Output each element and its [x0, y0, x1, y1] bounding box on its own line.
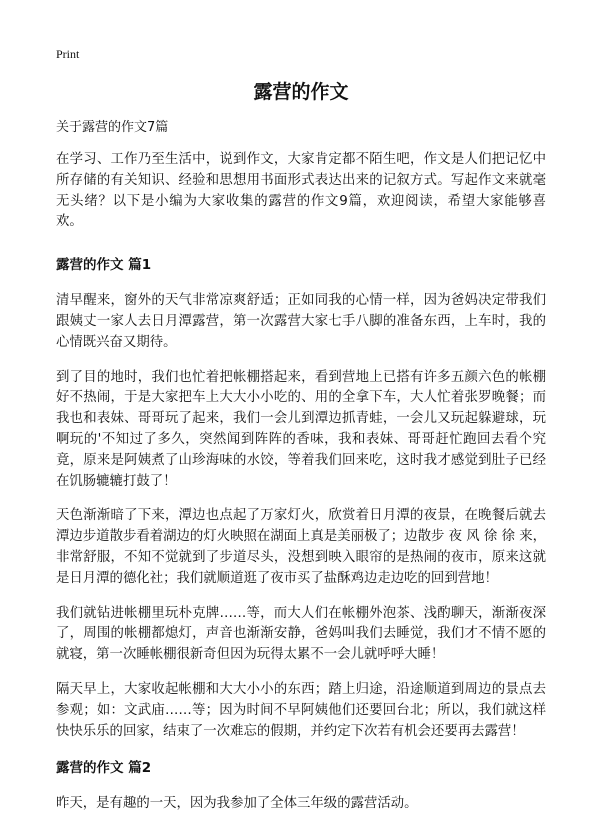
section-1-paragraph-2: 到了目的地时，我们也忙着把帐棚搭起来，看到营地上已搭有许多五颜六色的帐棚好不热闹，于是大家把车上大大小小吃的、用的全拿下车，大人忙着张罗晚餐；而我也和表妹、哥哥玩了起来，我们一会儿到潭边抓青蛙，一会儿又玩起躲避球，玩啊玩的'不知过了多久，突然闻到阵阵的香味，我和表妹、哥哥赶忙跑回去看个究竟，原来是阿姨煮了山珍海味的水饺，等着我们回来吃，这时我才感觉到肚子已经在饥肠辘辘打鼓了！	[56, 369, 546, 489]
section-1-paragraph-1: 清早醒来，窗外的天气非常凉爽舒适；正如同我的心情一样，因为爸妈决定带我们跟姨丈一家人去日月潭露营，第一次露营大家七手八脚的准备东西，上车时，我的心情既兴奋又期待。	[56, 293, 546, 350]
section-1-paragraph-3: 天色渐渐暗了下来，潭边也点起了万家灯火，欣赏着日月潭的夜景，在晚餐后就去潭边步道散步看着湖边的灯火映照在湖面上真是美丽极了；边散步 夜 风 徐 徐 来，非常舒服，不知不觉就到了步道尽头，没想到映入眼帘的是热闹的夜市，原来这就是日月潭的德化社；我们就顺道逛了夜市买了盐酥鸡边走边吃的回到营地！	[56, 508, 546, 586]
section-1-paragraph-5: 隔天早上，大家收起帐棚和大大小小的东西；踏上归途，沿途顺道到周边的景点去参观；如：文武庙……等；因为时间不早阿姨他们还要回台北；所以，我们就这样快快乐乐的回家，结束了一次难忘的假期，并约定下次若有机会还要再去露营！	[56, 681, 546, 739]
document-body	[56, 72, 546, 815]
intro-paragraph: 在学习、工作乃至生活中，说到作文，大家肯定都不陌生吧，作文是人们把记忆中所存储的有关知识、经验和思想用书面形式表达出来的记叙方式。写起作文来就毫无头绪？以下是小编为大家收集的露营的作文9篇，欢迎阅读，希望大家能够喜欢。	[56, 152, 546, 230]
section-2-paragraph-1: 昨天，是有趣的一天，因为我参加了全体三年级的露营活动。	[56, 796, 418, 812]
print-link[interactable]: Print	[56, 47, 80, 61]
page-title: 露营的作文	[253, 81, 349, 103]
section-heading-2: 露营的作文 篇2	[56, 760, 152, 777]
document-subtitle: 关于露营的作文7篇	[56, 120, 169, 135]
section-1-paragraph-4: 我们就钻进帐棚里玩朴克牌……等，而大人们在帐棚外泡茶、浅酌聊天，渐渐夜深了，周围的帐棚都熄灯，声音也渐渐安静，爸妈叫我们去睡觉，我们才不情不愿的就寝，第一次睡帐棚很新奇但因为玩得太累不一会儿就呼呼大睡！	[56, 605, 546, 663]
section-heading-1: 露营的作文 篇1	[56, 257, 152, 274]
